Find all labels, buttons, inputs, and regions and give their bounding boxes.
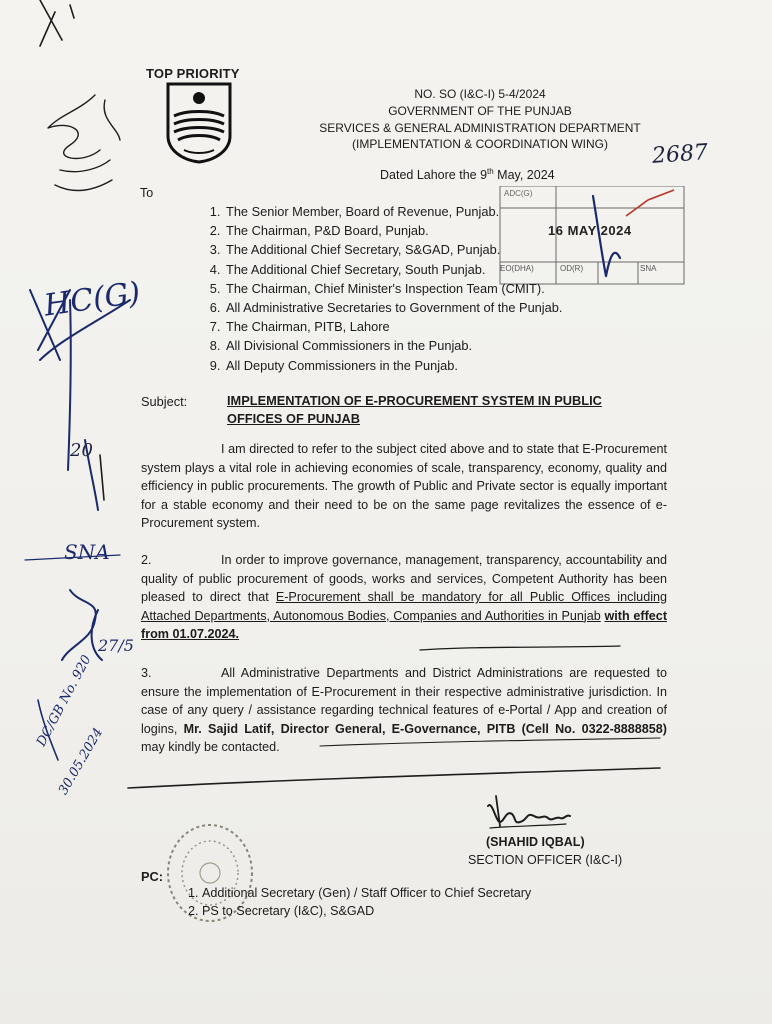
signatory-name: (SHAHID IQBAL): [486, 835, 585, 849]
top-priority-label: TOP PRIORITY: [146, 66, 240, 81]
paragraph-2-effective-date: with effect from 01.07.2024.: [141, 608, 668, 642]
addressee-item: 7. The Chairman, PITB, Lahore: [224, 317, 664, 336]
paragraph-3-text-c: may kindly be contacted.: [141, 740, 280, 755]
pc-item: 1. Additional Secretary (Gen) / Staff Officer to Chief Secretary: [202, 884, 531, 902]
paragraph-2-text-a: In order to improve governance, management, transparency, accountability and quality of public procurement of goods, works and services, Competent Authority has been pleased to direct that: [141, 553, 667, 605]
paragraph-3-text-a: All Administrative Departments and District Administrations are requested to ensure the implementation of E-Procurement in their respective administrative jurisdiction. In case of any query / assistance regarding technical features of e-Portal / App and creation of logins,: [141, 666, 667, 736]
addressee-item: 4. The Additional Chief Secretary, South Punjab.: [224, 260, 664, 279]
paragraph-3-contact: Mr. Sajid Latif, Director General, E-Governance, PITB (Cell No. 0322-8888858): [183, 721, 668, 736]
paragraph-1-text: I am directed to refer to the subject cited above and to state that E-Procurement system plays a vital role in achieving economies of scale, transparency, economy, quality and efficiency in public procurements. The growth of Public and Private sector is equally important for a stable economy and their need to be on the same page revitalizes the essence of e-Procurement system.: [141, 442, 667, 531]
to-label: To: [140, 186, 154, 200]
government-title: GOVERNMENT OF THE PUNJAB: [388, 104, 572, 118]
wing-title: (IMPLEMENTATION & COORDINATION WING): [352, 137, 608, 151]
addressee-item: 9. All Deputy Commissioners in the Punjab.: [224, 356, 664, 375]
punjab-emblem-logo: [160, 80, 238, 164]
letter-number: NO. SO (I&C-I) 5-4/2024: [414, 87, 546, 101]
margin-sna-note: SNA: [64, 540, 110, 564]
pc-label: PC:: [141, 869, 164, 884]
addressee-item: 5. The Chairman, Chief Minister's Inspection Team (CMIT).: [224, 279, 664, 298]
margin-date-note: 27/5: [98, 636, 134, 655]
paragraph-1: [141, 440, 667, 533]
department-title: SERVICES & GENERAL ADMINISTRATION DEPARTMENT: [319, 121, 641, 135]
date-month-year: May, 2024: [493, 168, 555, 183]
addressee-item: 1. The Senior Member, Board of Revenue, Punjab.: [224, 202, 664, 221]
signatory-designation: SECTION OFFICER (I&C-I): [468, 853, 623, 867]
date-line: [380, 167, 555, 182]
paragraph-3-number: 3.: [141, 666, 152, 680]
stamp-cell-sna: SNA: [640, 264, 657, 273]
addressee-item: 3. The Additional Chief Secretary, S&GAD, Punjab.: [224, 240, 664, 259]
subject-label: Subject:: [141, 394, 188, 409]
paragraph-2: [141, 551, 667, 644]
paragraph-2-highlight: E-Procurement shall be mandatory for all Public Offices including Attached Departments, Autonomous Bodies, Companies and Authorities in Punjab: [141, 590, 667, 623]
addressee-item: 6. All Administrative Secretaries to Government of the Punjab.: [224, 298, 664, 317]
date-suffix-sup: th: [487, 167, 494, 176]
pc-item: 2. PS to Secretary (I&C), S&GAD: [202, 902, 531, 920]
handwritten-underlines: [120, 640, 680, 800]
subject-line-2: OFFICES OF PUNJAB: [227, 411, 360, 426]
stamp-cell-eo: EO(DHA): [500, 264, 534, 273]
stamp-cell-adc: ADC(G): [504, 189, 533, 198]
addressee-item: 8. All Divisional Commissioners in the Punjab.: [224, 336, 664, 355]
margin-dispatch-date: 30.05.2024: [56, 725, 107, 798]
addressee-item: 2. The Chairman, P&D Board, Punjab.: [224, 221, 664, 240]
paragraph-2-number: 2.: [141, 553, 152, 567]
subject-heading: [227, 392, 667, 428]
pc-list: [176, 884, 531, 920]
stamp-cell-od: OD(R): [560, 264, 584, 273]
subject-line-1: IMPLEMENTATION OF E-PROCUREMENT SYSTEM IN PUBLIC: [227, 393, 602, 408]
margin-number-note: 20: [70, 440, 93, 461]
addressee-list: [196, 202, 664, 375]
receipt-stamp-date: 16 MAY 2024: [548, 223, 632, 238]
margin-dispatch-note: DC/GB No. 920: [34, 652, 95, 750]
margin-hc-note: HC(G): [42, 275, 143, 324]
date-prefix: Dated Lahore the 9: [380, 168, 488, 183]
diary-number: 2687: [651, 140, 709, 169]
officer-signature: [482, 792, 572, 836]
